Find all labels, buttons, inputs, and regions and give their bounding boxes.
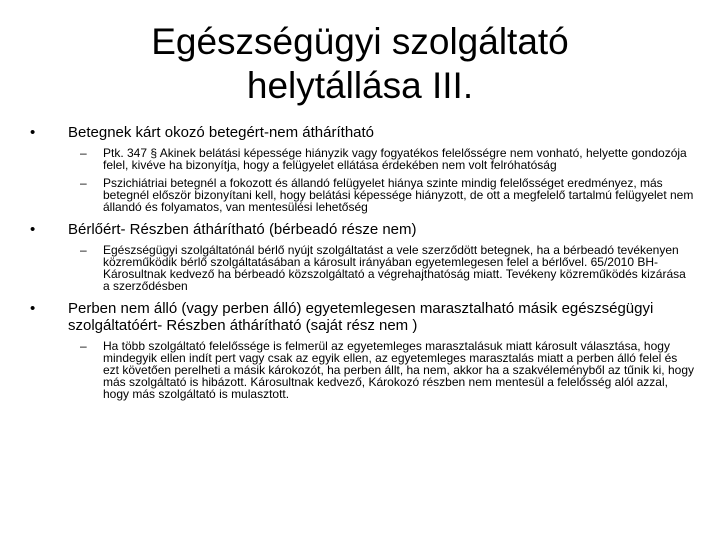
slide-title (60, 20, 660, 108)
sub-point (30, 147, 695, 171)
slide-title-line-2: helytállása III. (246, 65, 474, 106)
sub-point-text: Egészségügyi szolgáltatónál bérlő nyújt szolgáltatást a vele szerződött betegnek, ha a bérbeadó tevékenyen közreműködik bérlő szolgáltatásában a károsult irányában egyetemlegesen felel a bérlővel. 65/2010 BH- Károsultnak kedvező ha bérbeadó közszolgáltató a végrehajthatóság miatt. Tevékeny közreműködés kizárása a szerződésben (103, 243, 686, 293)
sub-point (30, 244, 695, 292)
bullet-point (30, 300, 695, 400)
slide-title-line-1: Egészségügyi szolgáltató (151, 21, 569, 62)
bullet-text: Betegnek kárt okozó betegért-nem áthárítható (68, 124, 375, 141)
sub-point-text: Pszichiátriai betegnél a fokozott és állandó felügyelet hiánya szinte mindig felelősséget eredményez, más betegnél először bizonyítani kell, hogy belátási képessége hiányzott, de ott a megfelelő tartalmú felügyelet nem állandó és folyamatos, van mentesülési lehetőség (103, 176, 694, 214)
sub-point (30, 340, 695, 400)
bullet-glyph: • (30, 221, 36, 238)
slide-body (30, 124, 695, 408)
bullet-glyph: • (30, 300, 36, 317)
bullet-text: Bérlőért- Részben áthárítható (bérbeadó része nem) (68, 221, 417, 238)
dash-glyph: – (80, 176, 87, 190)
sub-point-text: Ptk. 347 § Akinek belátási képessége hiányzik vagy fogyatékos felelősségre nem vonható, helyette gondozója felel, kivéve ha bizonyítja, hogy a felügyelet ellátása érdekében nem volt felróhatóság (103, 146, 687, 172)
bullet-point (30, 221, 695, 292)
dash-glyph: – (80, 146, 87, 160)
bullet-text: Perben nem álló (vagy perben álló) egyetemlegesen marasztalható másik egészségügyi szolgáltatóért- Részben áthárítható (saját rész nem ) (68, 300, 654, 334)
dash-glyph: – (80, 243, 87, 257)
sub-point (30, 177, 695, 213)
bullet-glyph: • (30, 124, 36, 141)
dash-glyph: – (80, 339, 87, 353)
sub-point-text: Ha több szolgáltató felelőssége is felmerül az egyetemleges marasztalásuk miatt károsult választása, hogy mindegyik ellen indít pert vagy csak az egyik ellen, az egyetemleges marasztalás miatt a perben álló felel és ezt követően perelheti a másik károkozót, ha perben állt, ha nem, akkor ha a szakvéleményből az tűnik ki, hogy más szolgáltató is hibázott. Károsultnak kedvező, Károkozó részben nem mentesül a felelősség alól azzal, hogy más szolgáltató is mulasztott. (103, 339, 694, 401)
bullet-point (30, 124, 695, 213)
